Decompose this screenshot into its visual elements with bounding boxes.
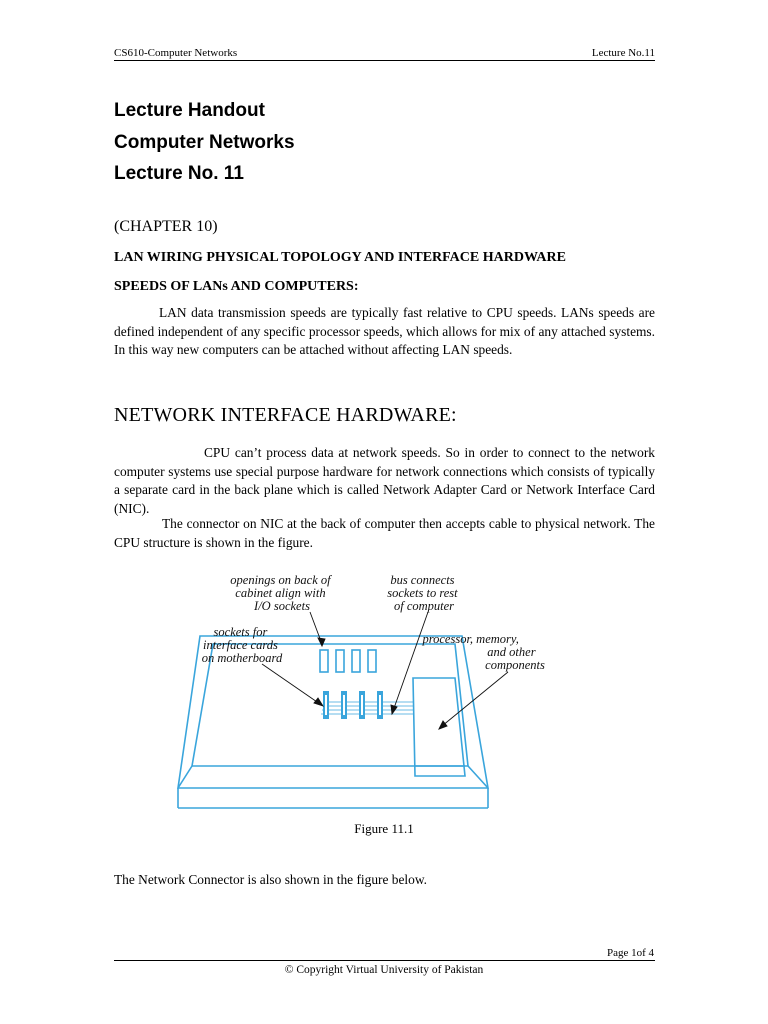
cpu-structure-figure xyxy=(170,566,545,816)
title-lecture-handout: Lecture Handout xyxy=(114,100,265,121)
pointer-bus xyxy=(393,612,428,711)
title-lecture-number: Lecture No. 11 xyxy=(114,163,244,184)
title-computer-networks: Computer Networks xyxy=(114,132,295,153)
header-course: CS610-Computer Networks xyxy=(114,47,238,59)
label-processor: processor, memory, and other components xyxy=(422,632,545,672)
nic-paragraph-1: CPU can’t process data at network speeds. So in order to connect to the network computer systems use special purpose hardware for network connections which consists of typically a separate card in the back plane which is called Network Adapter Card or Network Interface Card (NIC). xyxy=(114,445,655,516)
header-rule xyxy=(114,60,655,61)
nic-heading: NETWORK INTERFACE HARDWARE: xyxy=(114,404,457,426)
header-lecture: Lecture No.11 xyxy=(591,47,655,59)
nic-paragraph-2: The connector on NIC at the back of computer then accepts cable to physical network. The CPU structure is shown in the figure. xyxy=(114,516,655,550)
figure-caption: Figure 11.1 xyxy=(354,821,414,836)
speeds-heading: SPEEDS OF LANs AND COMPUTERS: xyxy=(114,279,359,294)
chapter-label: (CHAPTER 10) xyxy=(114,218,218,235)
footer-page-number: Page 1of 4 xyxy=(606,947,654,959)
label-bus: bus connects sockets to rest of computer xyxy=(387,573,458,613)
closing-text: The Network Connector is also shown in the figure below. xyxy=(114,872,427,887)
footer-rule xyxy=(114,960,655,961)
topic-heading: LAN WIRING PHYSICAL TOPOLOGY AND INTERFACE HARDWARE xyxy=(114,250,566,265)
pointer-sockets xyxy=(262,664,320,704)
speeds-paragraph: LAN data transmission speeds are typically fast relative to CPU speeds. LANs speeds are defined independent of any specific processor speeds, which allows for mix of any attached systems. In this way new computers can be attached without affecting LAN speeds. xyxy=(114,305,655,357)
label-openings: openings on back of cabinet align with I/O sockets xyxy=(230,573,331,613)
footer-copyright: © Copyright Virtual University of Pakistan xyxy=(284,964,484,976)
processor-block xyxy=(413,678,465,776)
interface-sockets xyxy=(323,691,383,719)
label-sockets: sockets for interface cards on motherboard xyxy=(201,625,283,665)
pointer-processor xyxy=(442,672,508,726)
